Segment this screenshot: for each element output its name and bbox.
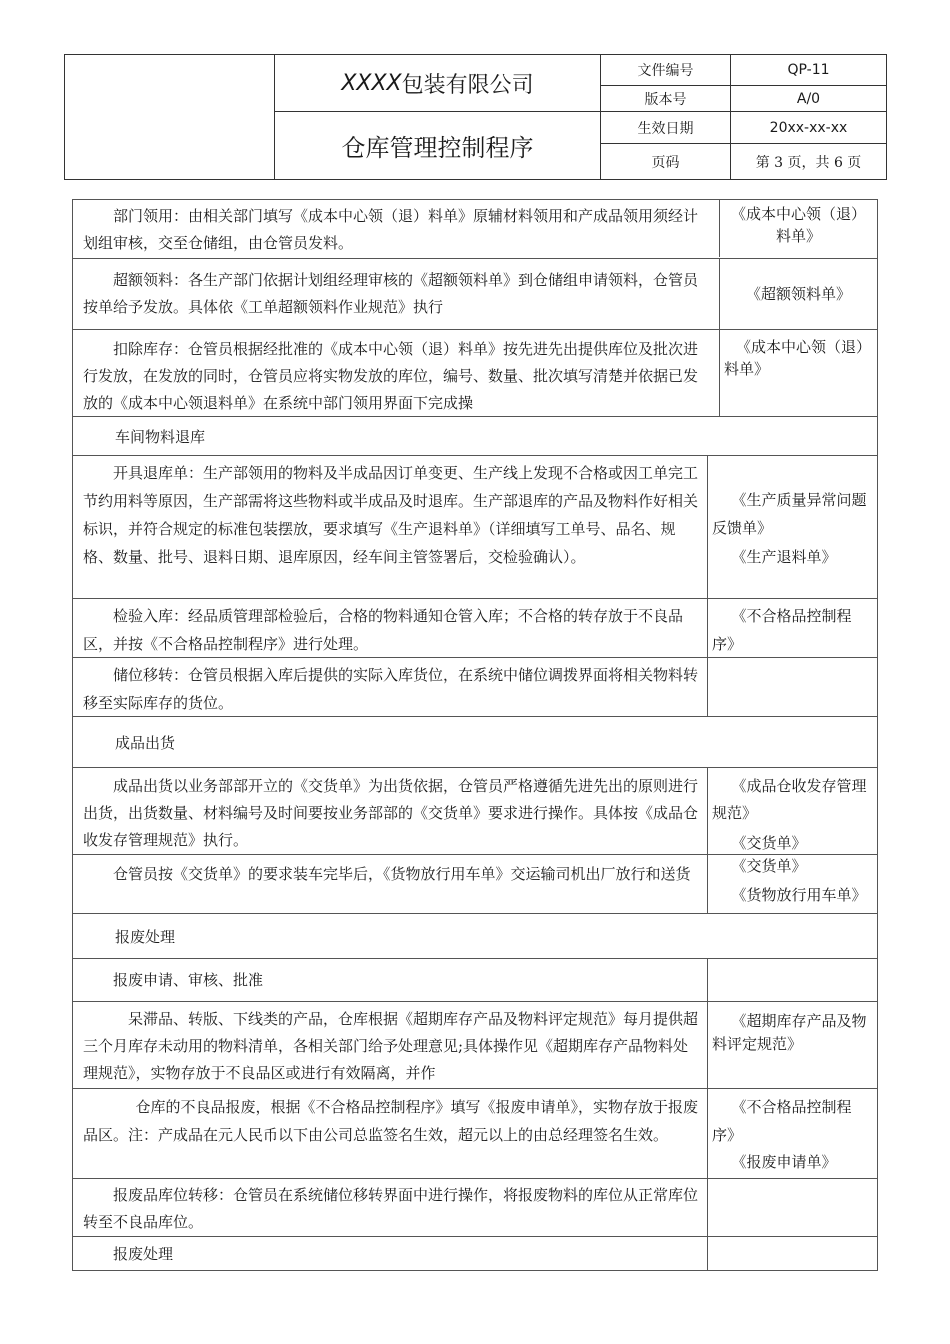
- row-text: 成品出货以业务部部开立的《交货单》为出货依据，仓管员严格遵循先进先出的原则进行出货，出货数量、材料编号及时间要按业务部部的《交货单》要求进行操作。具体按《成品仓收发存管理规范》执行。: [83, 777, 699, 849]
- section-heading: 成品出货: [115, 733, 176, 752]
- table-row: [73, 258, 877, 329]
- table-row: [73, 1088, 877, 1178]
- section-heading: 车间物料退库: [115, 427, 206, 446]
- reference-line: 《成品仓收发存管理规范》: [712, 777, 867, 822]
- procedure-table: [72, 199, 878, 1271]
- reference-line: 《不合格品控制程序》: [712, 607, 852, 653]
- row-text: 超额领料：各生产部门依据计划组经理审核的《超额领料单》到仓储组申请领料，仓管员按单给予发放。具体依《工单超额领料作业规范》执行: [83, 271, 699, 316]
- table-row: [73, 1001, 877, 1088]
- document-meta: [601, 55, 886, 179]
- row-reference: [719, 200, 877, 257]
- row-reference: [707, 1237, 877, 1271]
- meta-value: A/0: [796, 90, 821, 107]
- reference-line: 《成本中心领（退）: [736, 338, 872, 356]
- logo-cell: [65, 55, 275, 179]
- row-reference: [707, 959, 877, 1001]
- section-heading: 报废处理: [115, 927, 176, 946]
- row-reference: [719, 259, 877, 329]
- row-reference: [707, 658, 877, 716]
- row-text: 报废品库位转移：仓管员在系统储位移转界面中进行操作，将报废物料的库位从正常库位转至不良品库位。: [83, 1186, 699, 1231]
- table-row: [73, 329, 877, 416]
- reference-text: [712, 1010, 873, 1056]
- table-row: [73, 1236, 877, 1271]
- row-reference: [707, 768, 877, 854]
- row-text: 呆滞品、转版、下线类的产品，仓库根据《超期库存产品及物料评定规范》每月提供超三个月库存未动用的物料清单，各相关部门给予处理意见;具体操作见《超期库存产品物料处理规范》，实物存放于不良品区或进行有效隔离，并作: [83, 1010, 699, 1082]
- reference-line: 《生产退料单》: [731, 548, 837, 566]
- reference-line: 《交货单》: [731, 857, 807, 875]
- row-reference: [707, 1179, 877, 1236]
- section-row: [73, 416, 877, 455]
- meta-row-effective-date: [601, 112, 886, 144]
- row-text: 开具退库单：生产部领用的物料及半成品因订单变更、生产线上发现不合格或因工单完工节约用料等原因，生产部需将这些物料或半成品及时退库。生产部退库的产品及物料作好相关标识，并符合规定的标准包装摆放，要求填写《生产退料单》（详细填写工单号、品名、规格、数量、批号、退料日期、退库原因，经车间主管签署后，交检验确认）。: [83, 464, 699, 566]
- meta-key: 页码: [601, 144, 731, 179]
- reference-text: [724, 336, 873, 380]
- table-row: [73, 1178, 877, 1236]
- row-text: 仓库的不良品报废，根据《不合格品控制程序》填写《报废申请单》，实物存放于报废品区。注：产成品在元人民币以下由公司总监签名生效，超元以上的由总经理签名生效。: [83, 1098, 699, 1144]
- meta-row-doc-number: [601, 55, 886, 86]
- reference-line: 《生产质量异常问题反馈单》: [712, 491, 867, 537]
- reference-line: 《成本中心领（退）: [730, 205, 866, 223]
- section-row: [73, 913, 877, 958]
- table-row: [73, 200, 877, 257]
- meta-value: 20xx-xx-xx: [769, 119, 848, 136]
- reference-line: 《不合格品控制程序》: [712, 1098, 852, 1144]
- row-reference: [707, 1002, 877, 1088]
- row-text: 仓管员按《交货单》的要求装车完毕后，《货物放行用车单》交运输司机出厂放行和送货: [113, 865, 691, 883]
- meta-key: 版本号: [601, 86, 731, 111]
- reference-line: 《超期库存产品及物: [731, 1012, 867, 1030]
- row-reference: [707, 855, 877, 913]
- document-header: [64, 54, 887, 180]
- meta-key: 文件编号: [601, 55, 731, 85]
- row-text: 报废申请、审核、批准: [113, 971, 264, 989]
- meta-row-page: [601, 144, 886, 179]
- row-reference: [707, 456, 877, 598]
- table-row: [73, 854, 877, 913]
- table-row: [73, 657, 877, 716]
- table-row: [73, 958, 877, 1001]
- reference-text: [724, 203, 873, 257]
- meta-key: 生效日期: [601, 112, 731, 143]
- row-text: 储位移转：仓管员根据入库后提供的实际入库货位，在系统中储位调拨界面将相关物料转移至实际库存的货位。: [83, 666, 699, 712]
- reference-line: 料单》: [775, 227, 821, 245]
- company-suffix: 包装有限公司: [401, 72, 534, 98]
- reference-line: 《货物放行用车单》: [731, 886, 867, 904]
- reference-line: 料评定规范》: [712, 1035, 803, 1053]
- meta-value: 第 3 页，共 6 页: [755, 154, 862, 171]
- reference-line: 《交货单》: [731, 834, 807, 852]
- reference-line: 料单》: [724, 360, 770, 378]
- document-title: 仓库管理控制程序: [275, 112, 601, 179]
- meta-row-version: [601, 86, 886, 112]
- meta-value: QP-11: [787, 62, 830, 78]
- row-text: 检验入库：经品质管理部检验后，合格的物料通知仓管入库；不合格的转存放于不良品区，并按《不合格品控制程序》进行处理。: [83, 607, 684, 653]
- company-name: [275, 55, 601, 112]
- row-text: 报废处理: [113, 1245, 174, 1263]
- section-row: [73, 716, 877, 767]
- reference-line: 《超额领料单》: [745, 285, 851, 303]
- table-row: [73, 455, 877, 598]
- table-row: [73, 598, 877, 657]
- row-reference: [719, 330, 877, 416]
- row-reference: [707, 1089, 877, 1178]
- row-text: 扣除库存：仓管员根据经批准的《成本中心领（退）料单》按先进先出提供库位及批次进行发放，在发放的同时，仓管员应将实物发放的库位，编号、数量、批次填写清楚并依据已发放的《成本中心领退料单》在系统中部门领用界面下完成操: [83, 340, 699, 412]
- reference-line: 《报废申请单》: [731, 1153, 837, 1171]
- row-reference: [707, 599, 877, 657]
- row-text: 部门领用：由相关部门填写《成本中心领（退）料单》原辅材料领用和产成品领用须经计划组审核，交至仓储组，由仓管员发料。: [83, 207, 699, 252]
- company-prefix: XXXX: [341, 70, 402, 96]
- table-row: [73, 767, 877, 854]
